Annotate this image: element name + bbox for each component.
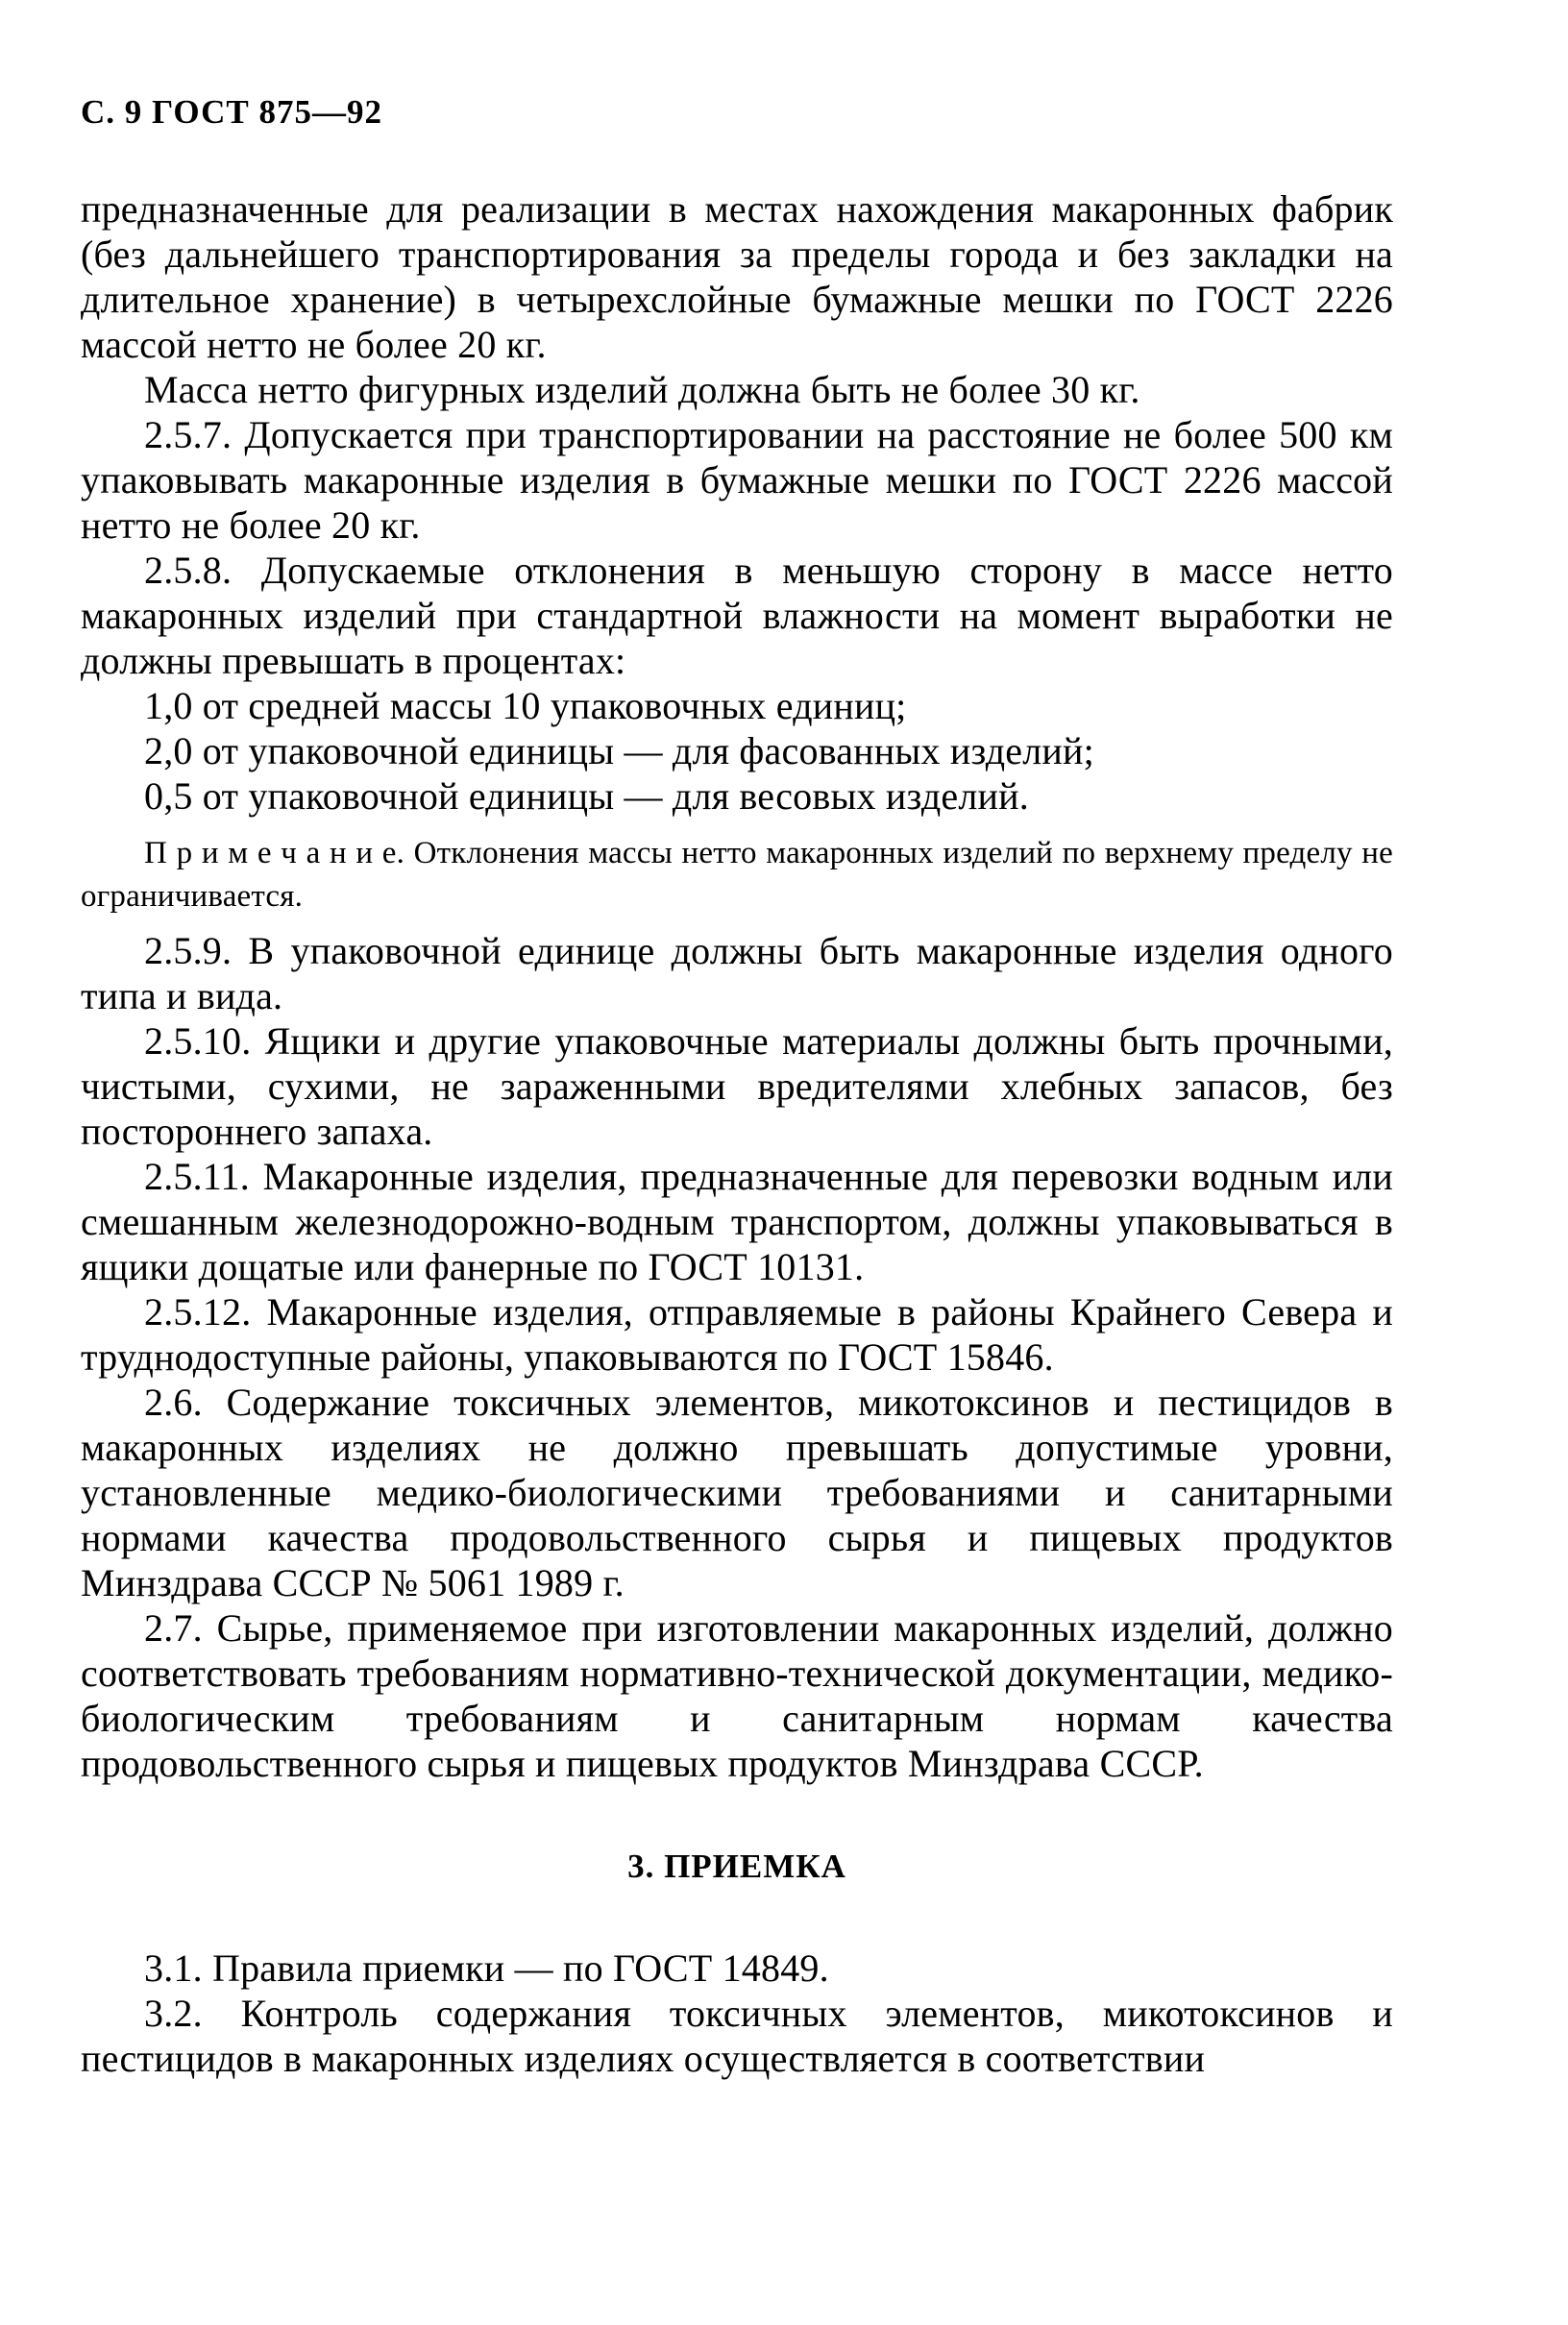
paragraph: 3.1. Правила приемки — по ГОСТ 14849.: [144, 1946, 829, 1990]
paragraph: 2.5.8. Допускаемые отклонения в меньшую сторону в массе нетто макаронных изделий при стандартной влажности на момент выработки не должны превышать в процентах:: [81, 549, 1393, 682]
list-item: 2,0 от упаковочной единицы — для фасованных изделий;: [144, 729, 1094, 772]
paragraph: 2.5.7. Допускается при транспортировании на расстояние не более 500 км упаковывать макаронные изделия в бумажные мешки по ГОСТ 2226 массой нетто не более 20 кг.: [81, 413, 1393, 547]
paragraph: 2.5.9. В упаковочной единице должны быть макаронные изделия одного типа и вида.: [81, 929, 1393, 1017]
paragraph: предназначенные для реализации в местах нахождения макаронных фабрик (без дальнейшего транспортирования за пределы города и без закладки на длительное хранение) в четырехслойные бумажные мешки по ГОСТ 2226 массой нетто не более 20 кг.: [81, 187, 1393, 366]
paragraph: 2.5.12. Макаронные изделия, отправляемые в районы Крайнего Севера и труднодоступные районы, упаковываются по ГОСТ 15846.: [81, 1290, 1393, 1379]
paragraph: 3.2. Контроль содержания токсичных элементов, микотоксинов и пестицидов в макаронных изделиях осуществляется в соответствии: [81, 1992, 1393, 2080]
page-header: С. 9 ГОСТ 875—92: [81, 93, 382, 131]
paragraph: Масса нетто фигурных изделий должна быть не более 30 кг.: [144, 368, 1140, 411]
paragraph: 2.7. Сырье, применяемое при изготовлении макаронных изделий, должно соответствовать требованиям нормативно-технической документации, медико-биологическим требованиям и санитарным нормам качества продовольственного сырья и пищевых продуктов Минздрава СССР.: [81, 1606, 1393, 1785]
paragraph: 2.6. Содержание токсичных элементов, микотоксинов и пестицидов в макаронных изделиях не должно превышать допустимые уровни, установленные медико-биологическими требованиями и санитарными нормами качества продовольственного сырья и пищевых продуктов Минздрава СССР № 5061 1989 г.: [81, 1381, 1393, 1604]
paragraph: 2.5.10. Ящики и другие упаковочные материалы должны быть прочными, чистыми, сухими, не зараженными вредителями хлебных запасов, без постороннего запаха.: [81, 1019, 1393, 1153]
document-content: [81, 186, 1393, 2081]
paragraph: 2.5.11. Макаронные изделия, предназначенные для перевозки водным или смешанным железнодорожно-водным транспортом, должны упаковываться в ящики дощатые или фанерные по ГОСТ 10131.: [81, 1155, 1393, 1288]
list-item: 0,5 от упаковочной единицы — для весовых изделий.: [144, 774, 1029, 818]
list-item: 1,0 от средней массы 10 упаковочных единиц;: [144, 684, 907, 727]
note-paragraph: П р и м е ч а н и е. Отклонения массы нетто макаронных изделий по верхнему пределу не ограничивается.: [81, 836, 1393, 914]
section-heading: 3. ПРИЕМКА: [627, 1848, 846, 1885]
